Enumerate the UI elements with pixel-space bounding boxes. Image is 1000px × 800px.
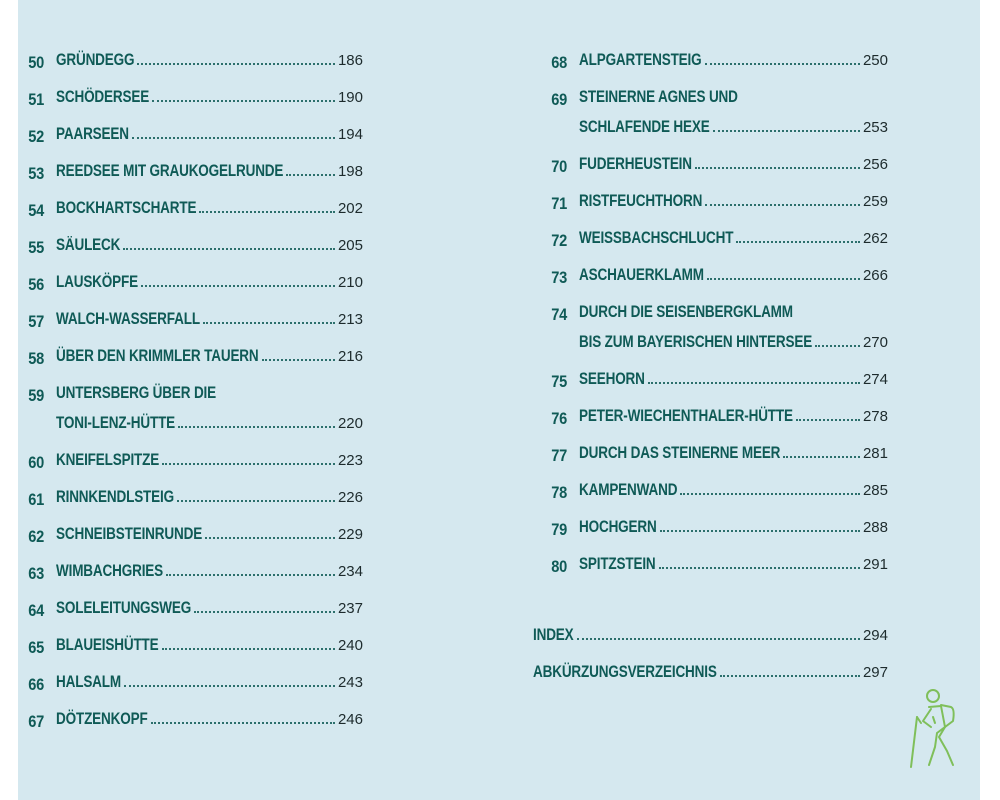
entry-number: 65 [28,638,44,657]
dot-leader [124,685,335,687]
entry-title-line [56,236,363,260]
entry-number: 61 [28,490,44,509]
entry-number: 50 [28,53,44,72]
entry-page-number: 259 [862,193,888,210]
entry-title-line [56,51,363,75]
entry-title-line [56,562,363,586]
entry-title: SOLELEITUNGSWEG [56,599,192,617]
entry-title-line [579,370,888,394]
entry-title-line [56,636,363,660]
entry-number: 80 [551,557,567,576]
entry-number: 64 [28,601,44,620]
entry-title: SCHÖDERSEE [56,88,150,106]
entry-title-line [579,444,888,468]
entry-title: ÜBER DEN KRIMMLER TAUERN [56,347,259,365]
entry-title-line [579,192,888,216]
entry-title: HALSALM [56,673,121,691]
entry-title: SEEHORN [579,370,645,388]
entry-title: SPITZSTEIN [579,555,656,573]
entry-page-number: 288 [862,519,888,536]
entry-title-line [56,599,363,623]
entry-number: 53 [28,164,44,183]
entry-number: 55 [28,238,44,257]
dot-leader [151,722,335,724]
dot-leader [132,137,335,139]
dot-leader [783,456,860,458]
entry-title: WIMBACHGRIES [56,562,164,580]
entry-title: KNEIFELSPITZE [56,451,160,469]
appendix-page-number: 297 [862,664,888,681]
dot-leader [141,285,335,287]
entry-title: WEISSBACHSCHLUCHT [579,229,734,247]
entry-title-line [56,347,363,371]
dot-leader [166,574,335,576]
entry-number: 54 [28,201,44,220]
entry-number: 75 [551,372,567,391]
entry-title: ASCHAUERKLAMM [579,266,704,284]
dot-leader [720,675,860,677]
entry-page-number: 266 [862,267,888,284]
entry-title: REEDSEE MIT GRAUKOGELRUNDE [56,162,284,180]
entry-title-line [56,125,363,149]
entry-title: DURCH DAS STEINERNE MEER [579,444,781,462]
entry-title-line [56,88,363,112]
entry-title-line [579,518,888,542]
dot-leader [162,463,335,465]
hiker-icon [907,687,963,769]
dot-leader [660,530,860,532]
entry-page-number: 223 [337,452,363,469]
entry-title: PAARSEEN [56,125,129,143]
entry-number: 79 [551,520,567,539]
entry-page-number: 216 [337,348,363,365]
dot-leader [203,322,335,324]
entry-number: 78 [551,483,567,502]
entry-title-line [579,481,888,505]
entry-page-number: 226 [337,489,363,506]
dot-leader [680,493,860,495]
entry-number: 67 [28,712,44,731]
entry-page-number: 229 [337,526,363,543]
dot-leader [137,63,335,65]
dot-leader [796,419,860,421]
entry-page-number: 213 [337,311,363,328]
entry-number: 72 [551,231,567,250]
entry-number: 68 [551,53,567,72]
dot-leader [152,100,335,102]
entry-title-line [56,488,363,512]
dot-leader [705,204,860,206]
entry-title-line [56,525,363,549]
appendix-title: INDEX [533,626,574,644]
entry-title-line [56,414,363,438]
entry-title-line [56,673,363,697]
entry-title: SCHLAFENDE HEXE [579,118,710,136]
entry-number: 66 [28,675,44,694]
entry-title-line [56,273,363,297]
entry-number: 63 [28,564,44,583]
entry-number: 57 [28,312,44,331]
entry-page-number: 278 [862,408,888,425]
entry-title: ALPGARTENSTEIG [579,51,702,69]
entry-title: LAUSKÖPFE [56,273,138,291]
entry-title: GRÜNDEGG [56,51,135,69]
dot-leader [695,167,860,169]
entry-title-line [579,407,888,431]
appendix-page-number: 294 [862,627,888,644]
entry-page-number: 234 [337,563,363,580]
entry-page-number: 253 [862,119,888,136]
entry-title: HOCHGERN [579,518,657,536]
entry-page-number: 243 [337,674,363,691]
entry-number: 77 [551,446,567,465]
entry-title-line [56,199,363,223]
dot-leader [194,611,335,613]
entry-title-line [579,266,888,290]
entry-page-number: 194 [337,126,363,143]
entry-title: PETER-WIECHENTHALER-HÜTTE [579,407,793,425]
entry-title: SÄULECK [56,236,121,254]
entry-number: 69 [551,90,567,109]
entry-page-number: 210 [337,274,363,291]
entry-number: 56 [28,275,44,294]
entry-page-number: 256 [862,156,888,173]
entry-title: BIS ZUM BAYERISCHEN HINTERSEE [579,333,813,351]
dot-leader [286,174,335,176]
entry-title: BOCKHARTSCHARTE [56,199,197,217]
entry-title-line [579,333,888,357]
appendix-line [533,663,888,687]
entry-number: 62 [28,527,44,546]
entry-number: 59 [28,386,44,405]
entry-number: 71 [551,194,567,213]
entry-title-line [56,710,363,734]
entry-title-line [56,384,363,408]
entry-page-number: 270 [862,334,888,351]
entry-page-number: 291 [862,556,888,573]
dot-leader [713,130,860,132]
entry-title-line [579,555,888,579]
entry-page-number: 186 [337,52,363,69]
entry-title-line [579,303,888,327]
entry-page-number: 237 [337,600,363,617]
entry-title-line [579,88,888,112]
entry-number: 70 [551,157,567,176]
entry-page-number: 281 [862,445,888,462]
dot-leader [815,345,860,347]
dot-leader [707,278,860,280]
entry-page-number: 285 [862,482,888,499]
dot-leader [262,359,335,361]
dot-leader [123,248,335,250]
entry-page-number: 250 [862,52,888,69]
entry-title: DURCH DIE SEISENBERGKLAMM [579,303,793,321]
entry-page-number: 220 [337,415,363,432]
entry-number: 58 [28,349,44,368]
dot-leader [162,648,335,650]
entry-title: KAMPENWAND [579,481,678,499]
entry-title: UNTERSBERG ÜBER DIE [56,384,217,402]
entry-title: TONI-LENZ-HÜTTE [56,414,176,432]
entry-title-line [56,310,363,334]
entry-title-line [579,155,888,179]
entry-title: STEINERNE AGNES UND [579,88,738,106]
entry-page-number: 202 [337,200,363,217]
entry-number: 51 [28,90,44,109]
entry-title-line [56,162,363,186]
dot-leader [577,638,860,640]
entry-title-line [579,51,888,75]
toc-page [18,0,980,800]
entry-page-number: 205 [337,237,363,254]
dot-leader [648,382,860,384]
entry-page-number: 246 [337,711,363,728]
entry-number: 60 [28,453,44,472]
entry-page-number: 240 [337,637,363,654]
dot-leader [705,63,860,65]
entry-title-line [579,229,888,253]
entry-number: 76 [551,409,567,428]
dot-leader [736,241,860,243]
entry-page-number: 274 [862,371,888,388]
dot-leader [177,500,335,502]
entry-number: 74 [551,305,567,324]
entry-title: BLAUEISHÜTTE [56,636,159,654]
entry-title: SCHNEIBSTEINRUNDE [56,525,203,543]
entry-title: WALCH-WASSERFALL [56,310,200,328]
appendix-line [533,626,888,650]
entry-number: 73 [551,268,567,287]
appendix-title: ABKÜRZUNGSVERZEICHNIS [533,663,717,681]
entry-title-line [56,451,363,475]
entry-title-line [579,118,888,142]
entry-number: 52 [28,127,44,146]
dot-leader [199,211,335,213]
entry-page-number: 262 [862,230,888,247]
entry-title: RINNKENDLSTEIG [56,488,174,506]
dot-leader [178,426,335,428]
entry-title: RISTFEUCHTHORN [579,192,703,210]
entry-title: FUDERHEUSTEIN [579,155,692,173]
entry-page-number: 198 [337,163,363,180]
dot-leader [205,537,335,539]
dot-leader [659,567,860,569]
entry-page-number: 190 [337,89,363,106]
entry-title: DÖTZENKOPF [56,710,148,728]
